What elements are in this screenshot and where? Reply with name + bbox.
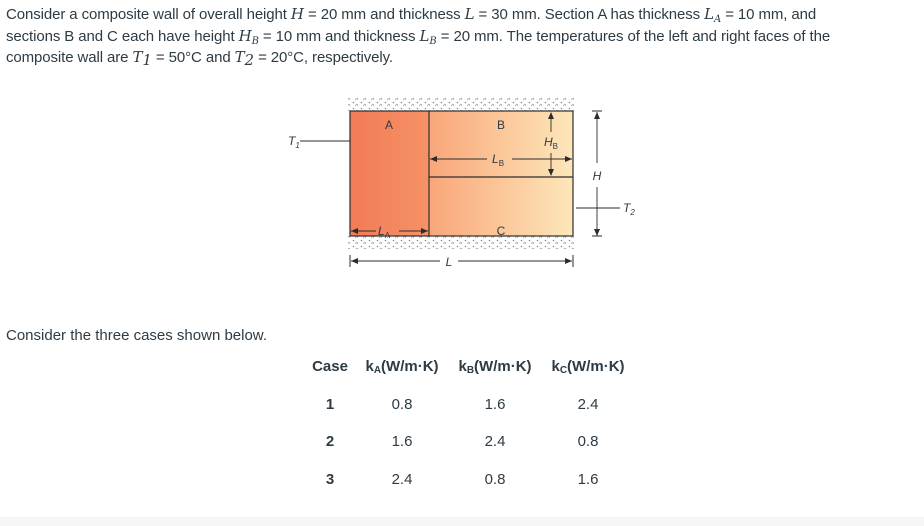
symbol-HB: $H_B$ xyxy=(238,26,259,47)
l-arrow-right xyxy=(565,258,572,264)
table-row-1-ka: 0.8 xyxy=(391,396,413,413)
top-insulation xyxy=(348,98,574,111)
cases-note: Consider the three cases shown below. xyxy=(6,327,267,344)
problem-text: = 50°C and xyxy=(151,49,235,66)
composite-wall-figure xyxy=(280,95,640,275)
label-hb: $H_B$ xyxy=(544,135,559,151)
problem-statement xyxy=(6,4,911,69)
header-kc: $k_C(W/m\cdot K)$ xyxy=(551,358,625,376)
bottom-strip xyxy=(0,517,924,526)
symbol-H: H xyxy=(290,5,304,23)
problem-text: sections B and C each have height xyxy=(6,27,239,45)
table-row-3-case: 3 xyxy=(325,471,335,488)
table-row-1-kc: 2.4 xyxy=(577,396,599,413)
table-row-2-case: 2 xyxy=(325,433,335,450)
table-row-2-kb: 2.4 xyxy=(484,433,506,450)
problem-text: = 10 mm and thickness xyxy=(258,27,420,45)
table-row-3-kb: 0.8 xyxy=(484,471,506,488)
symbol-T1: $T_1$ xyxy=(132,48,152,69)
label-c: C xyxy=(496,224,506,238)
symbol-T2: $T_2$ xyxy=(234,48,254,69)
composite-wall-diagram xyxy=(280,95,640,275)
problem-text: Consider a composite wall of overall height xyxy=(6,6,291,23)
label-la: $L_A$ xyxy=(378,224,391,240)
problem-text: = 30 mm. Section A has thickness xyxy=(474,6,705,23)
label-l: L xyxy=(445,255,453,269)
table-row-3-kc: 1.6 xyxy=(577,471,599,488)
table-row-1-kb: 1.6 xyxy=(484,396,506,413)
symbol-LA: $L_A$ xyxy=(704,5,722,25)
header-case: Case xyxy=(312,358,348,375)
header-kb: $k_B(W/m\cdot K)$ xyxy=(458,358,532,376)
table-row-2-kc: 0.8 xyxy=(577,433,599,450)
h-arrow-top xyxy=(594,112,600,119)
header-ka: $k_A(W/m\cdot K)$ xyxy=(365,358,439,376)
l-arrow-left xyxy=(351,258,358,264)
label-t2: $T_2$ xyxy=(623,201,635,217)
table-row-3-ka: 2.4 xyxy=(391,471,413,488)
h-arrow-bottom xyxy=(594,229,600,236)
label-h: H xyxy=(592,169,602,183)
label-b: B xyxy=(496,118,506,132)
problem-text: = 20 mm and thickness xyxy=(303,6,465,23)
symbol-L: L xyxy=(464,5,475,23)
table-row-1-case: 1 xyxy=(325,396,335,413)
symbol-LB: $L_B$ xyxy=(419,26,437,47)
problem-text: = 20 mm. The temperatures of the left and right faces of the xyxy=(436,27,831,45)
label-lb: $L_B$ xyxy=(492,152,505,168)
label-t1: $T_1$ xyxy=(288,134,300,150)
table-row-2-ka: 1.6 xyxy=(391,433,413,450)
label-a: A xyxy=(384,118,394,132)
problem-text: composite wall are xyxy=(6,49,133,66)
problem-text: = 10 mm, and xyxy=(721,6,817,23)
problem-text: = 20°C, respectively. xyxy=(254,49,393,66)
